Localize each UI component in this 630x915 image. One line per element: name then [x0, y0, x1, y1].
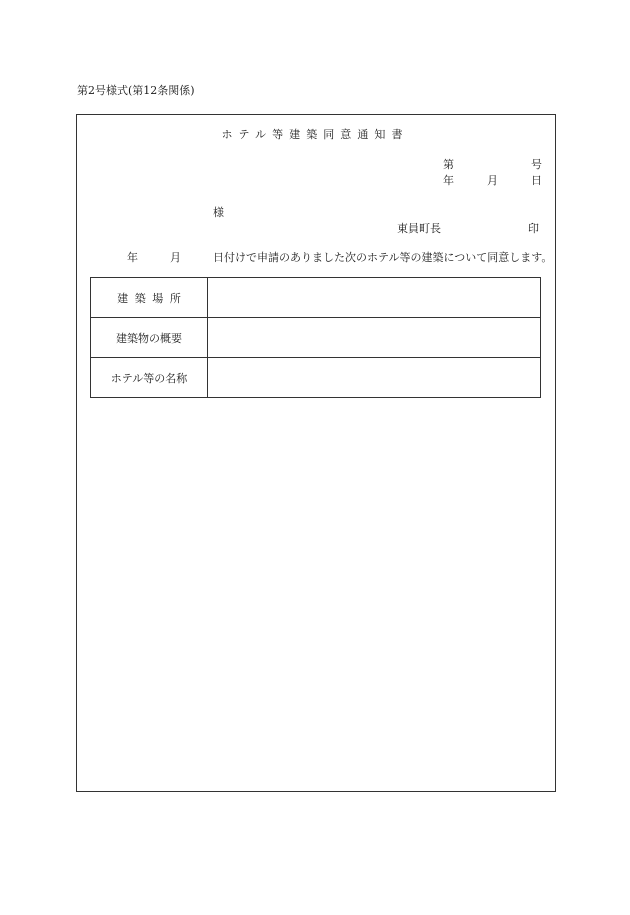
intro-month: 月 — [170, 251, 181, 264]
date-month: 月 — [487, 174, 498, 187]
intro-text: 日付けで申請のありました次のホテル等の建築について同意します。 — [213, 251, 553, 264]
row-label-building-overview: 建築物の概要 — [116, 331, 182, 345]
issuer-name: 東員町長 — [397, 222, 441, 235]
number-suffix: 号 — [531, 158, 542, 171]
row-value-location — [208, 278, 541, 318]
form-frame — [76, 114, 556, 792]
date-year: 年 — [443, 174, 454, 187]
form-number-label: 第2号様式(第12条関係) — [77, 84, 195, 97]
details-table — [90, 277, 541, 398]
document-title: ホテル等建築同意通知書 — [221, 128, 409, 141]
table-row — [91, 358, 541, 398]
addressee-suffix: 様 — [213, 206, 224, 219]
row-label-hotel-name: ホテル等の名称 — [110, 371, 188, 385]
intro-year: 年 — [127, 251, 138, 264]
number-prefix: 第 — [443, 158, 454, 171]
date-day: 日 — [531, 174, 542, 187]
table-row — [91, 318, 541, 358]
table-row — [91, 278, 541, 318]
row-label-location: 建築場所 — [117, 291, 188, 305]
row-value-building-overview — [208, 318, 541, 358]
seal-mark: 印 — [528, 222, 539, 235]
row-value-hotel-name — [208, 358, 541, 398]
